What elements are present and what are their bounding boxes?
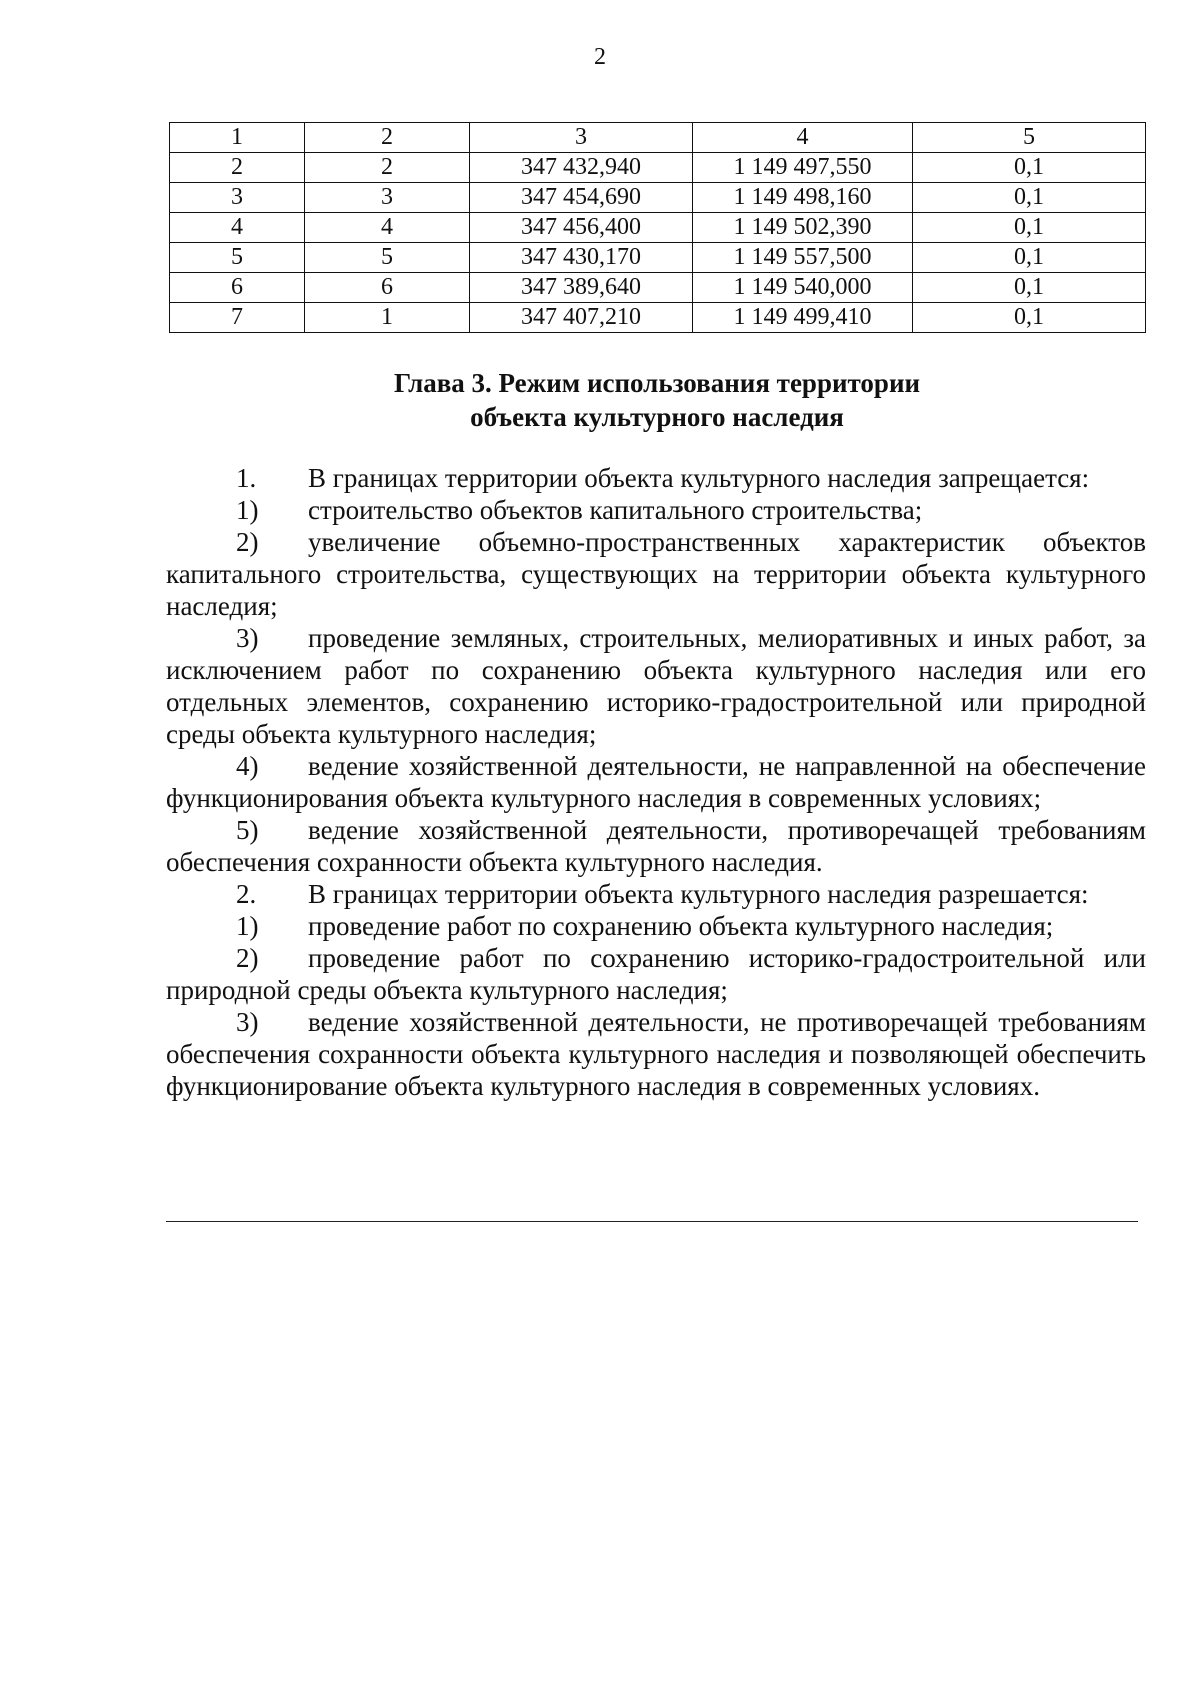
table-cell: 3 [305, 183, 470, 213]
paragraph-text: ведение хозяйственной деятельности, не направленной на обеспечение функционирования объекта культурного наследия в современных условиях; [166, 751, 1146, 813]
table-header-row [170, 123, 1146, 153]
paragraph-number: 2) [236, 943, 259, 973]
table-cell: 347 389,640 [470, 273, 693, 303]
table-row [170, 303, 1146, 333]
paragraph-text: строительство объектов капитального строительства; [308, 495, 923, 525]
paragraph-text: ведение хозяйственной деятельности, не противоречащей требованиям обеспечения сохранности объекта культурного наследия и позволяющей обеспечить функционирование объекта культурного наследия в современных условиях. [166, 1007, 1146, 1101]
paragraph-number: 4) [236, 751, 259, 781]
paragraph-number: 1) [236, 495, 259, 525]
paragraph-number: 1. [236, 463, 257, 493]
paragraph-number: 3) [236, 623, 259, 653]
paragraph-number: 3) [236, 1007, 259, 1037]
paragraph [166, 494, 1146, 526]
table-cell: 5 [170, 243, 305, 273]
table-cell: 0,1 [913, 273, 1146, 303]
table-cell: 6 [170, 273, 305, 303]
table-cell: 347 454,690 [470, 183, 693, 213]
table-cell: 347 407,210 [470, 303, 693, 333]
paragraph-number: 2. [236, 879, 257, 909]
paragraph [166, 878, 1146, 910]
paragraph [166, 1006, 1146, 1102]
table-row [170, 153, 1146, 183]
paragraph-text: увеличение объемно-пространственных характеристик объектов капитального строительства, существующих на территории объекта культурного наследия; [166, 527, 1146, 621]
table-header-cell: 4 [693, 123, 913, 153]
table-cell: 2 [170, 153, 305, 183]
table-cell: 1 149 497,550 [693, 153, 913, 183]
paragraph-text: ведение хозяйственной деятельности, противоречащей требованиям обеспечения сохранности объекта культурного наследия. [166, 815, 1146, 877]
table-row [170, 183, 1146, 213]
table-row [170, 243, 1146, 273]
chapter-title [169, 366, 1145, 434]
paragraph-text: проведение работ по сохранению объекта культурного наследия; [308, 911, 1054, 941]
paragraph [166, 750, 1146, 814]
coordinates-table [169, 122, 1146, 333]
chapter-body [166, 462, 1146, 1102]
table-cell: 0,1 [913, 183, 1146, 213]
table-cell: 1 149 502,390 [693, 213, 913, 243]
paragraph [166, 814, 1146, 878]
paragraph-number: 1) [236, 911, 259, 941]
table-header-cell: 3 [470, 123, 693, 153]
table-header-cell: 1 [170, 123, 305, 153]
paragraph [166, 622, 1146, 750]
paragraph-text: проведение работ по сохранению историко-градостроительной или природной среды объекта культурного наследия; [166, 943, 1146, 1005]
paragraph-text: В границах территории объекта культурного наследия запрещается: [308, 463, 1090, 493]
table-cell: 2 [305, 153, 470, 183]
table-cell: 347 430,170 [470, 243, 693, 273]
table-header-cell: 2 [305, 123, 470, 153]
table-cell: 6 [305, 273, 470, 303]
table-row [170, 213, 1146, 243]
paragraph-number: 2) [236, 527, 259, 557]
table-cell: 0,1 [913, 153, 1146, 183]
table-cell: 347 456,400 [470, 213, 693, 243]
paragraph [166, 942, 1146, 1006]
table-cell: 1 149 540,000 [693, 273, 913, 303]
table-cell: 347 432,940 [470, 153, 693, 183]
chapter-title-line: Глава 3. Режим использования территории [393, 368, 921, 398]
table-row [170, 273, 1146, 303]
table-cell: 0,1 [913, 303, 1146, 333]
paragraph [166, 910, 1146, 942]
table-cell: 5 [305, 243, 470, 273]
page-number: 2 [594, 44, 606, 70]
paragraph-number: 5) [236, 815, 259, 845]
table-cell: 1 149 557,500 [693, 243, 913, 273]
table-cell: 1 [305, 303, 470, 333]
table-cell: 1 149 499,410 [693, 303, 913, 333]
table-cell: 4 [305, 213, 470, 243]
table-cell: 7 [170, 303, 305, 333]
table-cell: 3 [170, 183, 305, 213]
paragraph-text: В границах территории объекта культурного наследия разрешается: [308, 879, 1089, 909]
closing-rule [166, 1221, 1138, 1222]
paragraph-text: проведение земляных, строительных, мелиоративных и иных работ, за исключением работ по сохранению объекта культурного наследия или его отдельных элементов, сохранению историко-градостроительной или природной среды объекта культурного наследия; [166, 623, 1146, 749]
table-cell: 0,1 [913, 243, 1146, 273]
paragraph [166, 462, 1146, 494]
paragraph [166, 526, 1146, 622]
table-cell: 4 [170, 213, 305, 243]
table-cell: 1 149 498,160 [693, 183, 913, 213]
chapter-title-line: объекта культурного наследия [470, 402, 844, 432]
table-cell: 0,1 [913, 213, 1146, 243]
table-header-cell: 5 [913, 123, 1146, 153]
